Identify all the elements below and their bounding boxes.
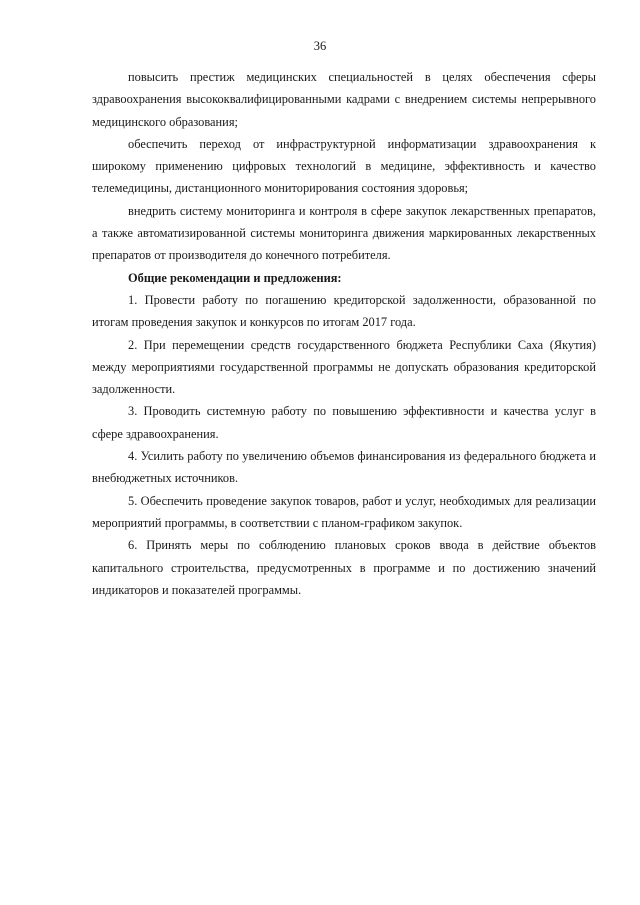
recommendation-item-5: 5. Обеспечить проведение закупок товаров, работ и услуг, необходимых для реализации мероприятий программы, в соответствии с планом-графиком закупок. [92, 493, 596, 530]
page-number: 36 [313, 39, 327, 53]
document-body [92, 66, 596, 601]
recommendation-item-4: 4. Усилить работу по увеличению объемов финансирования из федерального бюджета и внебюджетных источников. [92, 449, 596, 486]
recommendation-item-6: 6. Принять меры по соблюдению плановых сроков ввода в действие объектов капитального строительства, предусмотренных в программе и по достижению значений индикаторов и показателей программы. [92, 538, 596, 597]
paragraph-goal-prestige: повысить престиж медицинских специальностей в целях обеспечения сферы здравоохранения высококвалифицированными кадрами с внедрением системы непрерывного медицинского образования; [92, 70, 596, 129]
paragraph-goal-digital: обеспечить переход от инфраструктурной информатизации здравоохранения к широкому применению цифровых технологий в медицине, эффективность и качество телемедицины, дистанционного мониторирования состояния здоровья; [92, 136, 596, 196]
paragraph-goal-monitoring: внедрить систему мониторинга и контроля в сфере закупок лекарственных препаратов, а также автоматизированной системы мониторинга движения маркированных лекарственных препаратов от производителя до конечного потребителя. [92, 203, 596, 263]
recommendation-item-1: 1. Провести работу по погашению кредиторской задолженности, образованной по итогам проведения закупок и конкурсов по итогам 2017 года. [92, 292, 596, 330]
recommendations-heading: Общие рекомендации и предложения: [128, 270, 342, 285]
recommendation-item-2: 2. При перемещении средств государственного бюджета Республики Саха (Якутия) между мероприятиями государственной программы не допускать образования кредиторской задолженности. [92, 337, 596, 397]
recommendation-item-3: 3. Проводить системную работу по повышению эффективности и качества услуг в сфере здравоохранения. [92, 404, 596, 441]
